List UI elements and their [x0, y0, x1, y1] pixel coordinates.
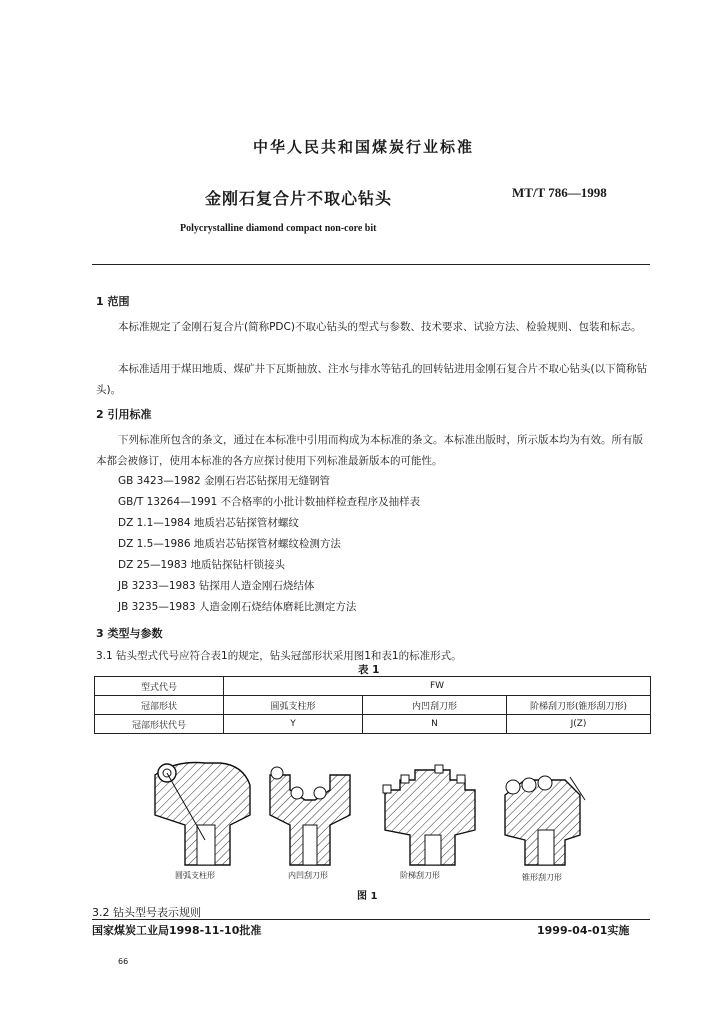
concave-scraper-bit-drawing — [270, 767, 350, 865]
table-cell: N — [363, 715, 507, 734]
table-cell: 内凹刮刀形 — [363, 696, 507, 715]
table-cell: Y — [224, 715, 363, 734]
reference-item: DZ 1.5—1986 地质岩芯钻探管材螺纹检测方法 — [118, 538, 341, 550]
standard-code: MT/T 786—1998 — [512, 185, 607, 200]
figure-caption: 内凹刮刀形 — [288, 871, 328, 880]
table-cell: 冠部形状代号 — [95, 715, 224, 734]
reference-item: GB 3423—1982 金刚石岩芯钻探用无缝钢管 — [118, 475, 330, 487]
figure-caption: 圆弧支柱形 — [175, 871, 215, 880]
reference-item: DZ 25—1983 地质钻探钻杆锁接头 — [118, 559, 286, 571]
doc-title: 金刚石复合片不取心钻头 — [205, 189, 393, 208]
reference-item: JB 3235—1983 人造金刚石烧结体磨耗比测定方法 — [118, 601, 357, 613]
arc-pillar-bit-drawing — [155, 763, 250, 866]
section-1-para-1: 本标准规定了金刚石复合片(简称PDC)不取心钻头的型式与参数、技术要求、试验方法、检验规则、包装和标志。 — [118, 321, 642, 333]
page-number: 66 — [118, 957, 129, 966]
section-2-para-1: 下列标准所包含的条文，通过在本标准中引用而构成为本标准的条文。本标准出版时，所示版本均为有效。所有版本都会被修订，使用本标准的各方应探讨使用下列标准最新版本的可能性。 — [96, 434, 643, 467]
section-1-para-2: 本标准适用于煤田地质、煤矿井下瓦斯抽放、注水与排水等钻孔的回转钻进用金刚石复合片不取心钻头(以下简称钻头)。 — [96, 363, 648, 396]
approval-date: 国家煤炭工业局1998-11-10批准 — [92, 924, 262, 937]
table-cell: 型式代号 — [95, 677, 224, 696]
clause-3-2-heading: 3.2 钻头型号表示规则 — [92, 906, 201, 919]
stepped-scraper-bit-drawing — [383, 765, 475, 865]
reference-item: GB/T 13264—1991 不合格率的小批计数抽样检查程序及抽样表 — [118, 496, 421, 508]
figure-caption: 锥形刮刀形 — [522, 873, 562, 882]
english-title: Polycrystalline diamond compact non-core bit — [180, 223, 377, 234]
table-cell: J(Z) — [507, 715, 651, 734]
table-1-caption: 表 1 — [358, 664, 380, 676]
table-cell: FW — [224, 677, 651, 696]
conical-scraper-bit-drawing — [505, 776, 585, 865]
org-title: 中华人民共和国煤炭行业标准 — [252, 138, 474, 156]
section-1-heading: 1 范围 — [96, 295, 130, 308]
header-rule — [92, 264, 650, 265]
figure-1-drawings — [145, 755, 595, 870]
figure-1-title: 图 1 — [357, 891, 378, 902]
figure-caption: 阶梯刮刀形 — [400, 871, 440, 880]
footer-rule — [92, 919, 650, 920]
table-cell: 圆弧支柱形 — [224, 696, 363, 715]
reference-item: DZ 1.1—1984 地质岩芯钻探管材螺纹 — [118, 517, 299, 529]
clause-3-1: 3.1 钻头型式代号应符合表1的规定，钻头冠部形状采用图1和表1的标准形式。 — [96, 650, 462, 662]
section-3-heading: 3 类型与参数 — [96, 627, 163, 640]
table-1 — [94, 676, 651, 734]
implementation-date: 1999-04-01实施 — [537, 924, 630, 937]
table-cell: 阶梯刮刀形(锥形刮刀形) — [507, 696, 651, 715]
table-cell: 冠部形状 — [95, 696, 224, 715]
reference-item: JB 3233—1983 钻探用人造金刚石烧结体 — [118, 580, 315, 592]
section-2-heading: 2 引用标准 — [96, 408, 152, 421]
